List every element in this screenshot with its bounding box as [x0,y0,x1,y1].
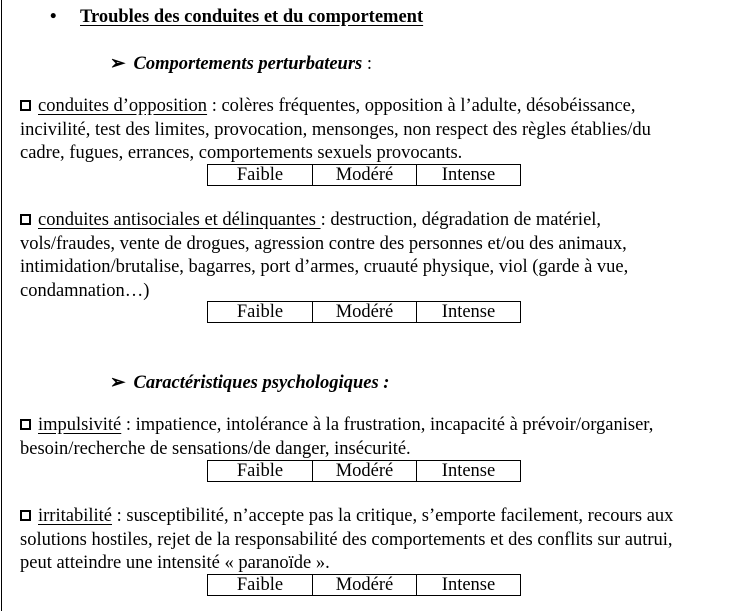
checkbox-icon[interactable] [20,100,31,111]
item-irritabilite [20,505,745,576]
intensity-scale-impulsivite [207,460,521,482]
intensity-scale-antisociales [207,301,521,323]
scale-option-modere[interactable]: Modéré [312,461,416,481]
scale-option-intense[interactable]: Intense [416,575,520,595]
checkbox-icon[interactable] [20,510,31,521]
intensity-scale-opposition [207,164,521,186]
arrow-bullet-icon: ➢ [110,54,126,74]
main-heading [50,7,423,28]
item-line: besoin/recherche de sensations/de danger, insécurité. [20,438,411,459]
scale-option-intense[interactable]: Intense [416,461,520,481]
page-left-border [1,0,2,611]
item-line [20,414,745,438]
item-term: impulsivité [38,415,122,435]
item-conduites-antisociales [20,209,745,303]
checkbox-icon[interactable] [20,419,31,430]
item-term: conduites antisociales et délinquantes [38,210,321,230]
heading-title: Troubles des conduites et du comportement [80,7,424,27]
item-line: incivilité, test des limites, provocation, mensonges, non respect des règles établies/du [20,119,651,140]
item-line: intimidation/brutalise, bagarres, port d’armes, cruauté physique, viol (garde à vue, [20,257,629,277]
item-line: cadre, fugues, errances, comportements sexuels provocants. [20,143,463,163]
scale-option-faible[interactable]: Faible [236,461,284,481]
scale-option-intense[interactable]: Intense [416,302,520,322]
item-line: solutions hostiles, rejet de la responsabilité des comportements et des conflits sur autrui, [20,529,673,550]
section-title: Comportements perturbateurs [133,54,363,74]
item-line: condamnation…) [20,280,150,301]
scale-option-modere[interactable]: Modéré [312,165,416,185]
section-title: Caractéristiques psychologiques : [133,373,390,393]
scale-option-faible[interactable]: Faible [236,165,284,185]
item-line: vols/fraudes, vente de drogues, agression contre des personnes et/ou des animaux, [20,233,627,254]
item-text: : susceptibilité, n’accepte pas la critique, s’emporte facilement, recours aux [111,506,674,526]
section-title-suffix: : [362,54,372,74]
scale-option-modere[interactable]: Modéré [312,302,416,322]
item-impulsivite [20,414,745,461]
scale-option-intense[interactable]: Intense [416,165,520,185]
item-line: peut atteindre une intensité « paranoïde ». [20,553,330,573]
item-text: : destruction, dégradation de matériel, [320,210,602,230]
section-heading-caracteristiques [110,372,389,394]
checkbox-icon[interactable] [20,214,31,225]
scale-option-faible[interactable]: Faible [236,575,284,595]
section-heading-comportements [110,53,372,75]
item-text: : impatience, intolérance à la frustration, incapacité à prévoir/organiser, [121,415,654,435]
bullet-icon: • [50,7,57,27]
scale-option-modere[interactable]: Modéré [312,575,416,595]
item-line [20,209,745,233]
arrow-bullet-icon: ➢ [110,373,126,393]
intensity-scale-irritabilite [207,574,521,596]
item-term: irritabilité [38,506,112,526]
item-line [20,95,745,119]
item-line [20,505,745,529]
item-conduites-opposition [20,95,745,166]
item-term: conduites d’opposition [38,96,208,116]
item-text: : colères fréquentes, opposition à l’adulte, désobéissance, [207,96,636,116]
scale-option-faible[interactable]: Faible [236,302,284,322]
